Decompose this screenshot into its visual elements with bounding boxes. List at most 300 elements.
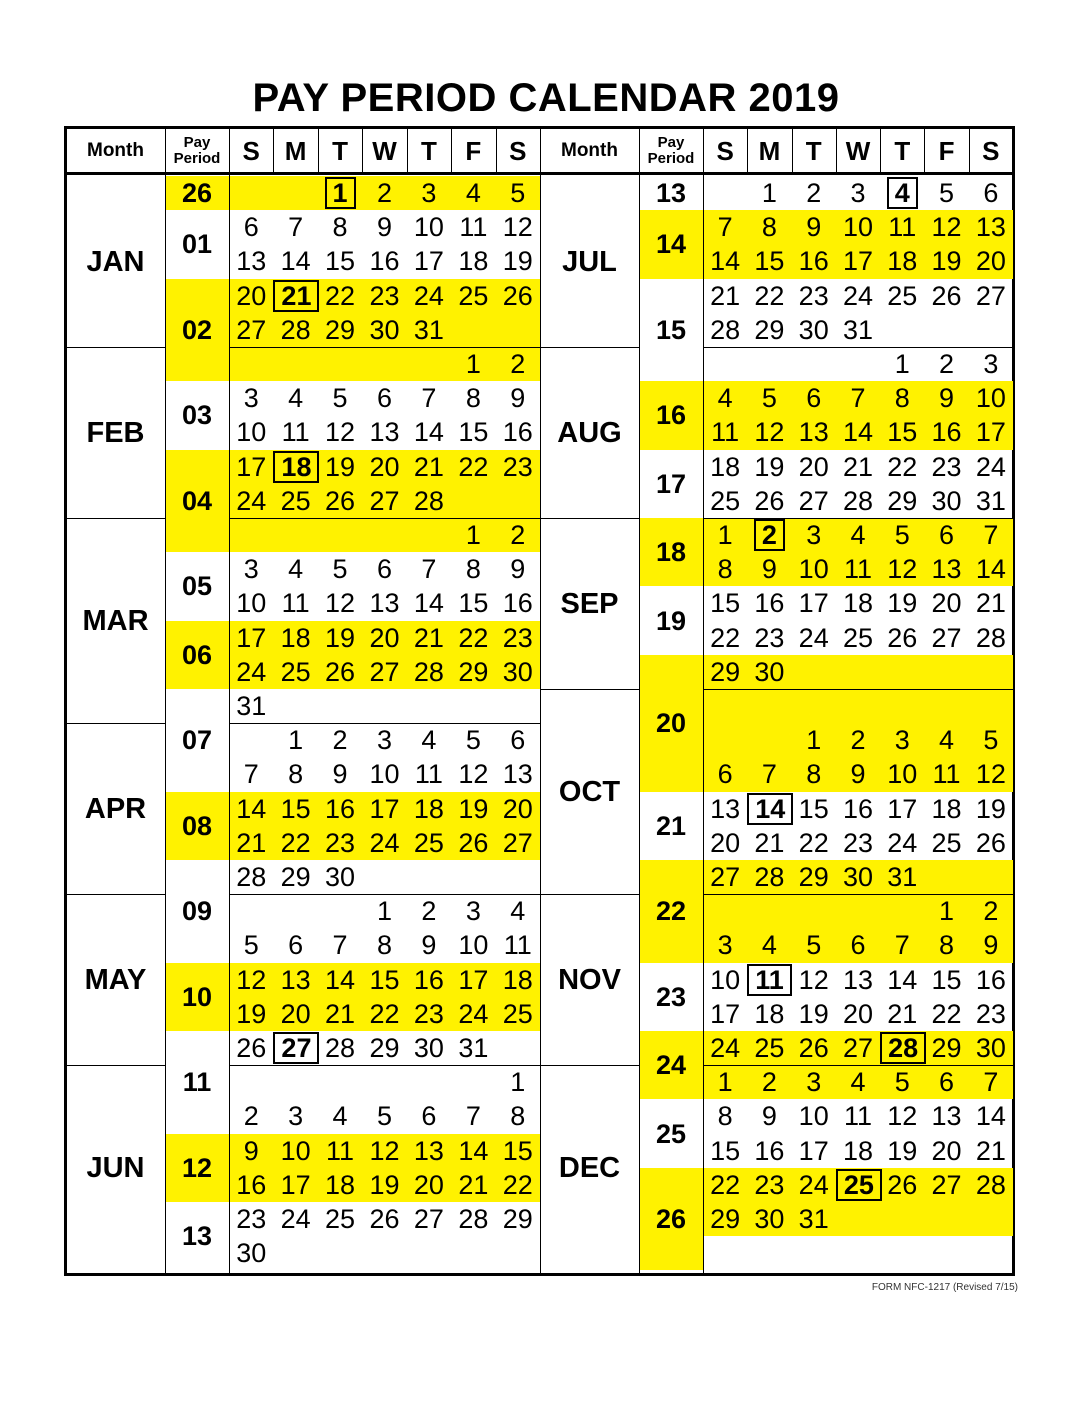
day-number: 7 [894, 930, 910, 961]
day-cell [362, 655, 406, 689]
day-cell [496, 928, 540, 962]
day-number: 16 [754, 588, 785, 619]
day-cell [318, 723, 362, 757]
day-cell [229, 484, 273, 518]
day-number: 29 [280, 862, 311, 892]
pay-period-number: 02 [181, 314, 213, 345]
day-number: 26 [798, 1033, 829, 1063]
day-cell [407, 1134, 451, 1168]
day-number: 6 [939, 520, 955, 550]
day-number: 21 [458, 1169, 489, 1200]
day-cell [924, 792, 968, 826]
day-number: 20 [975, 246, 1006, 277]
day-cell [496, 347, 540, 381]
day-number: 14 [280, 246, 311, 277]
day-cell [451, 928, 495, 962]
day-number: 12 [975, 759, 1006, 790]
day-cell [318, 928, 362, 962]
day-cell [703, 1099, 747, 1133]
day-number: 22 [710, 1169, 741, 1200]
pay-period-number: 01 [181, 229, 213, 260]
day-number: 7 [761, 759, 777, 790]
day-number: 5 [376, 1101, 392, 1132]
day-number: 22 [754, 280, 785, 311]
day-number: 19 [502, 246, 533, 277]
day-number: 14 [325, 964, 356, 995]
day-number: 20 [413, 1169, 444, 1200]
day-cell [318, 826, 362, 860]
day-number: 2 [806, 178, 822, 208]
day-cell [880, 997, 924, 1031]
pay-period-number: 23 [655, 981, 687, 1012]
day-number: 22 [931, 998, 962, 1029]
holiday-date [880, 176, 924, 210]
day-cell [229, 928, 273, 962]
day-cell [451, 963, 495, 997]
day-cell [792, 381, 836, 415]
month-divider [703, 689, 1013, 690]
day-number: 31 [413, 314, 444, 345]
day-cell [792, 586, 836, 620]
day-header-divider [792, 128, 793, 174]
day-number: 25 [280, 485, 311, 516]
day-number: 14 [413, 588, 444, 619]
pay-period-number: 14 [655, 229, 687, 260]
day-number: 21 [710, 280, 741, 311]
day-number: 4 [465, 178, 481, 208]
day-cell [407, 963, 451, 997]
month-divider [540, 518, 639, 519]
day-number: 3 [717, 930, 733, 961]
day-number: 28 [413, 485, 444, 516]
day-cell [880, 381, 924, 415]
left-month-header: Month [87, 140, 144, 161]
month-label: AUG [557, 416, 622, 449]
day-number: 4 [717, 383, 733, 414]
day-cell [229, 450, 273, 484]
day-cell [273, 621, 317, 655]
day-number: 26 [887, 1169, 918, 1200]
day-number: 16 [798, 246, 829, 277]
day-number: 31 [458, 1033, 489, 1063]
day-cell [792, 1031, 836, 1065]
day-cell [229, 1202, 273, 1236]
day-cell [496, 176, 540, 210]
day-number: 22 [710, 622, 741, 653]
right-day-header: M [758, 135, 781, 166]
day-cell [836, 484, 880, 518]
day-cell [969, 381, 1013, 415]
day-cell [407, 313, 451, 347]
day-number: 21 [273, 280, 319, 312]
day-cell [318, 1031, 362, 1065]
day-number: 5 [332, 554, 348, 585]
day-number: 18 [887, 246, 918, 277]
day-number: 16 [842, 793, 873, 824]
day-number: 19 [458, 793, 489, 824]
day-number: 24 [798, 622, 829, 653]
day-number: 25 [710, 485, 741, 516]
day-number: 3 [983, 349, 999, 379]
day-number: 29 [458, 656, 489, 687]
day-number: 19 [798, 998, 829, 1029]
day-number: 29 [887, 485, 918, 516]
day-number: 18 [754, 998, 785, 1029]
day-cell [273, 655, 317, 689]
day-number: 29 [798, 862, 829, 892]
day-cell [747, 586, 791, 620]
day-cell [792, 723, 836, 757]
day-cell [451, 826, 495, 860]
column-divider [229, 128, 230, 1274]
day-cell [747, 210, 791, 244]
day-number: 8 [510, 1101, 526, 1132]
day-cell [318, 655, 362, 689]
day-cell [407, 552, 451, 586]
day-number: 17 [975, 417, 1006, 448]
day-number: 13 [931, 554, 962, 585]
day-number: 27 [413, 1204, 444, 1234]
day-cell [273, 860, 317, 894]
day-cell [318, 381, 362, 415]
day-number: 1 [376, 896, 392, 927]
day-cell [880, 210, 924, 244]
day-number: 23 [931, 451, 962, 482]
day-number: 18 [710, 451, 741, 482]
day-cell [273, 210, 317, 244]
day-cell [496, 997, 540, 1031]
month-divider [66, 894, 165, 895]
day-cell [318, 244, 362, 278]
day-number: 2 [421, 896, 437, 927]
day-number: 15 [280, 793, 311, 824]
day-cell [924, 963, 968, 997]
day-cell [318, 450, 362, 484]
day-cell [496, 757, 540, 791]
day-number: 5 [510, 178, 526, 208]
day-number: 24 [369, 827, 400, 858]
day-cell [273, 484, 317, 518]
day-cell [703, 210, 747, 244]
day-cell [792, 928, 836, 962]
day-number: 26 [369, 1204, 400, 1234]
day-number: 17 [236, 451, 267, 482]
day-cell [273, 313, 317, 347]
day-number: 24 [236, 485, 267, 516]
left-day-header: T [332, 135, 348, 166]
day-cell [229, 244, 273, 278]
day-number: 27 [931, 1169, 962, 1200]
day-number: 12 [798, 964, 829, 995]
day-number: 14 [458, 1135, 489, 1166]
day-cell [451, 1134, 495, 1168]
day-cell [747, 757, 791, 791]
day-cell [969, 928, 1013, 962]
day-number: 27 [975, 280, 1006, 311]
day-number: 14 [842, 417, 873, 448]
day-cell [924, 484, 968, 518]
day-number: 22 [369, 998, 400, 1029]
month-divider [229, 518, 540, 519]
day-cell [792, 244, 836, 278]
pay-period-header-line: Pay [657, 134, 685, 151]
day-number: 15 [754, 246, 785, 277]
day-number: 12 [458, 759, 489, 790]
day-cell [496, 1134, 540, 1168]
pay-period-number: 16 [655, 400, 687, 431]
day-number: 7 [717, 212, 733, 243]
day-cell [792, 1065, 836, 1099]
month-divider [540, 689, 639, 690]
month-label: JAN [86, 245, 145, 278]
day-cell [924, 826, 968, 860]
day-number: 21 [975, 1135, 1006, 1166]
holiday-date [747, 518, 791, 552]
day-cell [229, 1134, 273, 1168]
day-cell [747, 381, 791, 415]
day-number: 25 [280, 656, 311, 687]
day-header-divider [496, 128, 497, 174]
day-cell [969, 244, 1013, 278]
day-cell [836, 928, 880, 962]
day-cell [703, 244, 747, 278]
day-number: 5 [983, 725, 999, 756]
day-number: 24 [280, 1204, 311, 1234]
pay-period-number: 05 [181, 571, 213, 602]
day-number: 23 [502, 451, 533, 482]
day-cell [747, 176, 791, 210]
day-cell [362, 792, 406, 826]
day-number: 10 [798, 1101, 829, 1132]
day-cell [407, 415, 451, 449]
day-cell [496, 518, 540, 552]
day-header-divider [318, 128, 319, 174]
day-cell [836, 381, 880, 415]
day-number: 17 [280, 1169, 311, 1200]
day-cell [318, 1202, 362, 1236]
month-label: FEB [86, 416, 145, 449]
day-number: 28 [458, 1204, 489, 1234]
day-cell [703, 415, 747, 449]
day-cell [880, 244, 924, 278]
day-number: 27 [710, 862, 741, 892]
pay-period-number: 26 [655, 1204, 687, 1235]
day-number: 20 [502, 793, 533, 824]
day-number: 21 [975, 588, 1006, 619]
day-cell [703, 1168, 747, 1202]
day-number: 3 [465, 896, 481, 927]
day-cell [362, 621, 406, 655]
day-cell [451, 792, 495, 826]
month-label: OCT [558, 775, 621, 808]
day-cell [362, 963, 406, 997]
pay-period-number: 26 [181, 178, 213, 209]
day-cell [924, 381, 968, 415]
day-cell [407, 1031, 451, 1065]
day-number: 31 [798, 1204, 829, 1234]
day-cell [318, 279, 362, 313]
day-number: 4 [332, 1101, 348, 1132]
day-number: 19 [369, 1169, 400, 1200]
day-number: 26 [458, 827, 489, 858]
day-cell [318, 963, 362, 997]
right-row-highlight [703, 689, 1013, 723]
day-cell [792, 757, 836, 791]
day-cell [318, 586, 362, 620]
day-cell [496, 450, 540, 484]
day-cell [407, 1099, 451, 1133]
day-number: 1 [325, 177, 356, 209]
day-cell [451, 415, 495, 449]
day-cell [318, 552, 362, 586]
day-number: 19 [754, 451, 785, 482]
day-cell [407, 894, 451, 928]
day-number: 30 [413, 1033, 444, 1063]
day-number: 13 [280, 964, 311, 995]
day-number: 19 [975, 793, 1006, 824]
day-cell [880, 928, 924, 962]
day-number: 20 [798, 451, 829, 482]
day-cell [496, 894, 540, 928]
day-cell [880, 450, 924, 484]
day-number: 24 [236, 656, 267, 687]
day-cell [451, 176, 495, 210]
month-label: JUL [562, 245, 617, 278]
day-cell [969, 1031, 1013, 1065]
pay-period-number: 22 [655, 896, 687, 927]
pay-period-number: 06 [181, 639, 213, 670]
day-cell [362, 450, 406, 484]
day-number: 2 [510, 520, 526, 550]
day-cell [969, 1065, 1013, 1099]
day-number: 31 [842, 314, 873, 345]
day-number: 8 [717, 554, 733, 585]
pay-period-number: 20 [655, 708, 687, 739]
day-cell [880, 1134, 924, 1168]
day-number: 21 [842, 451, 873, 482]
day-cell [747, 621, 791, 655]
day-cell [496, 586, 540, 620]
day-number: 19 [325, 622, 356, 653]
pay-period-number: 09 [181, 896, 213, 927]
day-number: 6 [376, 383, 392, 414]
day-number: 15 [325, 246, 356, 277]
day-number: 9 [510, 554, 526, 585]
day-cell [273, 1168, 317, 1202]
day-cell [229, 826, 273, 860]
day-number: 6 [717, 759, 733, 790]
day-number: 21 [413, 451, 444, 482]
day-number: 12 [369, 1135, 400, 1166]
day-number: 1 [465, 349, 481, 379]
day-number: 28 [975, 1169, 1006, 1200]
day-cell [451, 347, 495, 381]
day-number: 9 [421, 930, 437, 961]
day-cell [703, 586, 747, 620]
day-number: 29 [754, 314, 785, 345]
day-number: 23 [754, 622, 785, 653]
day-cell [273, 963, 317, 997]
day-number: 7 [288, 212, 304, 243]
day-cell [969, 415, 1013, 449]
day-cell [747, 244, 791, 278]
day-number: 9 [332, 759, 348, 790]
day-cell [747, 552, 791, 586]
day-cell [747, 484, 791, 518]
day-number: 15 [502, 1135, 533, 1166]
day-number: 22 [458, 622, 489, 653]
day-number: 3 [288, 1101, 304, 1132]
day-number: 7 [243, 759, 259, 790]
day-cell [969, 723, 1013, 757]
day-number: 14 [975, 554, 1006, 585]
holiday-date [273, 450, 317, 484]
day-number: 11 [843, 1101, 872, 1132]
holiday-date [747, 963, 791, 997]
month-divider [229, 894, 540, 895]
day-cell [229, 860, 273, 894]
day-number: 5 [894, 520, 910, 550]
pay-period-number: 03 [181, 400, 213, 431]
day-cell [969, 176, 1013, 210]
day-number: 10 [842, 212, 873, 243]
day-cell [792, 826, 836, 860]
day-cell [880, 518, 924, 552]
day-cell [747, 279, 791, 313]
form-footer: FORM NFC-1217 (Revised 7/15) [871, 1282, 1018, 1293]
day-cell [880, 757, 924, 791]
day-cell [496, 1168, 540, 1202]
day-cell [362, 484, 406, 518]
day-number: 9 [850, 759, 866, 790]
day-cell [451, 757, 495, 791]
day-cell [703, 279, 747, 313]
day-number: 25 [413, 827, 444, 858]
day-number: 12 [325, 588, 356, 619]
day-cell [362, 279, 406, 313]
day-number: 3 [376, 725, 392, 756]
day-cell [836, 997, 880, 1031]
day-number: 10 [975, 383, 1006, 414]
day-cell [969, 997, 1013, 1031]
day-number: 16 [413, 964, 444, 995]
day-cell [229, 757, 273, 791]
day-number: 4 [850, 1067, 866, 1098]
day-cell [362, 381, 406, 415]
month-label: APR [84, 792, 147, 825]
day-cell [836, 244, 880, 278]
day-cell [229, 655, 273, 689]
day-cell [792, 552, 836, 586]
day-number: 30 [842, 862, 873, 892]
day-cell [273, 244, 317, 278]
day-number: 11 [281, 417, 310, 448]
day-number: 4 [887, 177, 918, 209]
day-cell [836, 723, 880, 757]
day-number: 10 [413, 212, 444, 243]
day-cell [362, 928, 406, 962]
right-day-header: T [805, 135, 822, 166]
day-number: 8 [761, 212, 777, 243]
day-number: 31 [975, 485, 1006, 516]
day-cell [703, 518, 747, 552]
day-cell [318, 1168, 362, 1202]
day-cell [229, 997, 273, 1031]
month-label: DEC [558, 1151, 621, 1184]
day-number: 9 [761, 554, 777, 585]
day-number: 29 [710, 656, 741, 687]
right-day-header: S [982, 135, 1000, 166]
